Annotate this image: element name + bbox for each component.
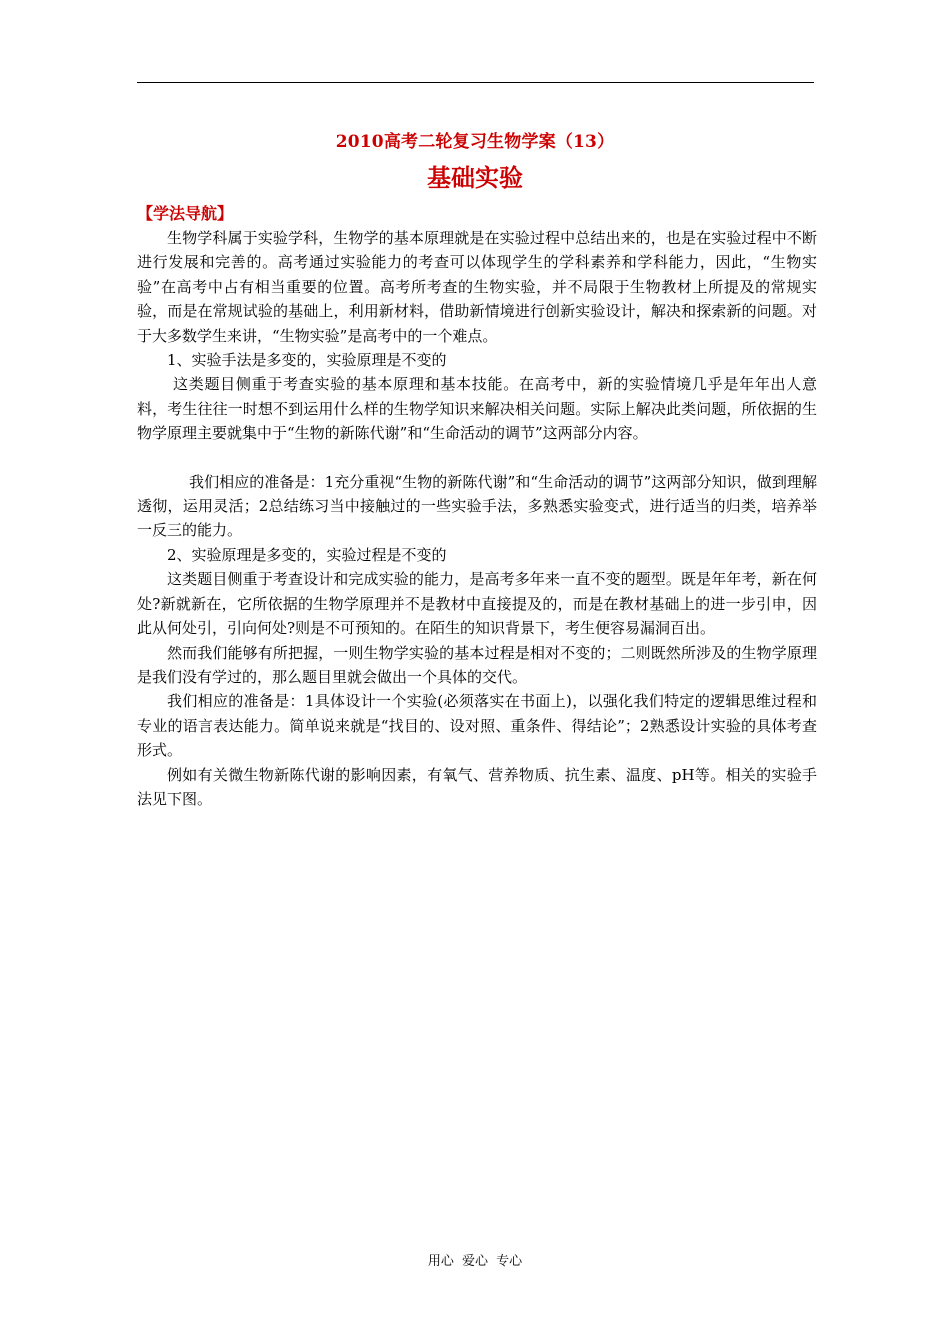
header-rule xyxy=(137,82,814,83)
paragraph-point-1-heading: 1、实验手法是多变的，实验原理是不变的 xyxy=(167,351,447,370)
document-subtitle: 2010高考二轮复习生物学案（13） xyxy=(335,132,615,152)
document-body xyxy=(137,226,817,811)
paragraph-spacer xyxy=(137,446,817,470)
paragraph-example: 例如有关微生物新陈代谢的影响因素，有氧气、营养物质、抗生素、温度、pH等。相关的实验手法见下图。 xyxy=(137,765,817,808)
document-title: 基础实验 xyxy=(427,164,523,192)
paragraph-point-2-heading: 2、实验原理是多变的，实验过程是不变的 xyxy=(167,545,447,564)
paragraph-point-1-detail: 这类题目侧重于考查实验的基本原理和基本技能。在高考中，新的实验情境几乎是年年出人意料，考生往往一时想不到运用什么样的生物学知识来解决相关问题。实际上解决此类问题，所依据的生物学原理主要就集中于“生物的新陈代谢”和“生命活动的调节”这两部分内容。 xyxy=(137,375,817,443)
paragraph-point-2-grasp: 然而我们能够有所把握，一则生物学实验的基本过程是相对不变的；二则既然所涉及的生物学原理是我们没有学过的，那么题目里就会做出一个具体的交代。 xyxy=(137,643,817,686)
section-heading: 【学法导航】 xyxy=(137,204,234,223)
paragraph-point-2-detail: 这类题目侧重于考查设计和完成实验的能力，是高考多年来一直不变的题型。既是年年考，新在何处?新就新在，它所依据的生物学原理并不是教材中直接提及的，而是在教材基础上的进一步引申，因此从何处引，引向何处?则是不可预知的。在陌生的知识背景下，考生便容易漏洞百出。 xyxy=(137,570,817,638)
paragraph-point-2-preparation: 我们相应的准备是：1具体设计一个实验(必须落实在书面上)，以强化我们特定的逻辑思维过程和专业的语言表达能力。简单说来就是“找目的、设对照、重条件、得结论”；2熟悉设计实验的具体考查形式。 xyxy=(137,692,817,760)
page-footer: 用心 爱心 专心 xyxy=(427,1254,523,1269)
paragraph-point-1-preparation: 我们相应的准备是：1充分重视“生物的新陈代谢”和“生命活动的调节”这两部分知识，做到理解透彻，运用灵活；2总结练习当中接触过的一些实验手法，多熟悉实验变式，进行适当的归类，培养举一反三的能力。 xyxy=(137,472,817,540)
paragraph-intro: 生物学科属于实验学科，生物学的基本原理就是在实验过程中总结出来的，也是在实验过程中不断进行发展和完善的。高考通过实验能力的考查可以体现学生的学科素养和学科能力，因此，“生物实验”在高考中占有相当重要的位置。高考所考查的生物实验，并不局限于生物教材上所提及的常规实验，而是在常规试验的基础上，利用新材料，借助新情境进行创新实验设计，解决和探索新的问题。对于大多数学生来讲，“生物实验”是高考中的一个难点。 xyxy=(137,229,817,345)
